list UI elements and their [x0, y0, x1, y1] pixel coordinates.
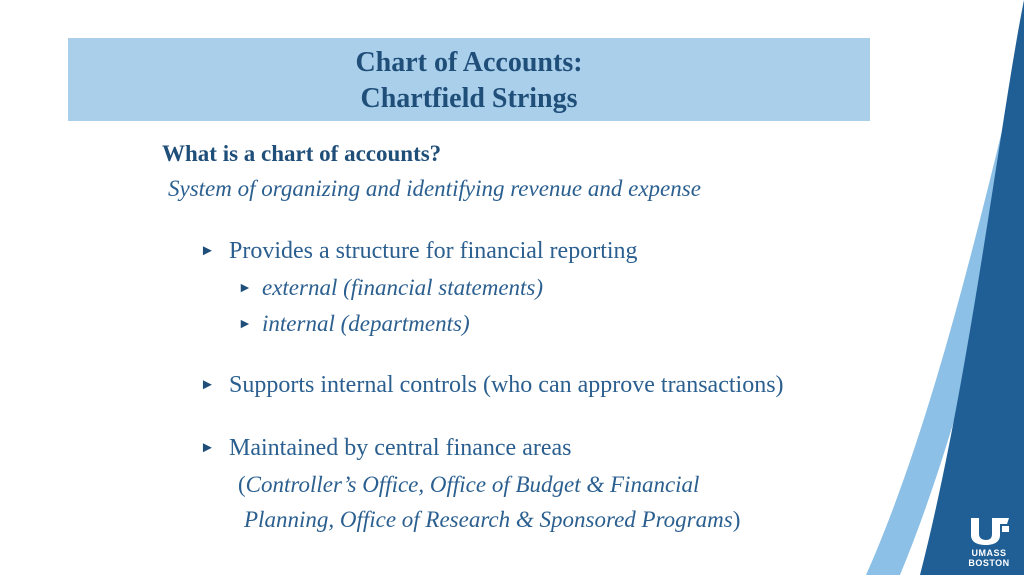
- triangle-bullet-icon: ►: [238, 281, 252, 296]
- triangle-bullet-icon: ►: [200, 440, 215, 456]
- close-paren: ): [732, 507, 741, 532]
- bullet-structure: [200, 238, 638, 265]
- logo-text-boston: BOSTON: [968, 558, 1010, 568]
- bullet-text: Provides a structure for financial reporting: [229, 238, 638, 264]
- bullet-text: Maintained by central finance areas: [229, 435, 572, 461]
- detail-line-1: [238, 472, 699, 498]
- slide-title-line1: Chart of Accounts:: [355, 47, 583, 78]
- bullet-text: Supports internal controls (who can approve transactions): [229, 372, 784, 398]
- triangle-bullet-icon: ►: [200, 243, 215, 259]
- question-heading: What is a chart of accounts?: [162, 141, 442, 166]
- umass-logo-mark-icon: [967, 516, 1011, 546]
- detail-text-1: Controller’s Office, Office of Budget & Financial: [245, 472, 700, 497]
- umass-boston-logo: [962, 516, 1016, 570]
- triangle-bullet-icon: ►: [200, 377, 215, 393]
- definition-text: System of organizing and identifying revenue and expense: [168, 176, 701, 201]
- sub-bullet-text: external (financial statements): [262, 275, 544, 300]
- triangle-bullet-icon: ►: [238, 317, 252, 332]
- title-band: [68, 38, 870, 121]
- open-paren: (: [238, 472, 246, 497]
- sub-bullet-internal: [238, 311, 470, 337]
- logo-text-umass: UMASS: [971, 548, 1007, 558]
- detail-line-2: [244, 507, 740, 533]
- sub-bullet-external: [238, 275, 543, 301]
- sub-bullet-text: internal (departments): [262, 311, 470, 336]
- detail-text-2: Planning, Office of Research & Sponsored Programs: [244, 507, 733, 532]
- bullet-controls: [200, 372, 784, 399]
- slide-title-line2: Chartfield Strings: [360, 83, 578, 114]
- bullet-maintained: [200, 435, 572, 462]
